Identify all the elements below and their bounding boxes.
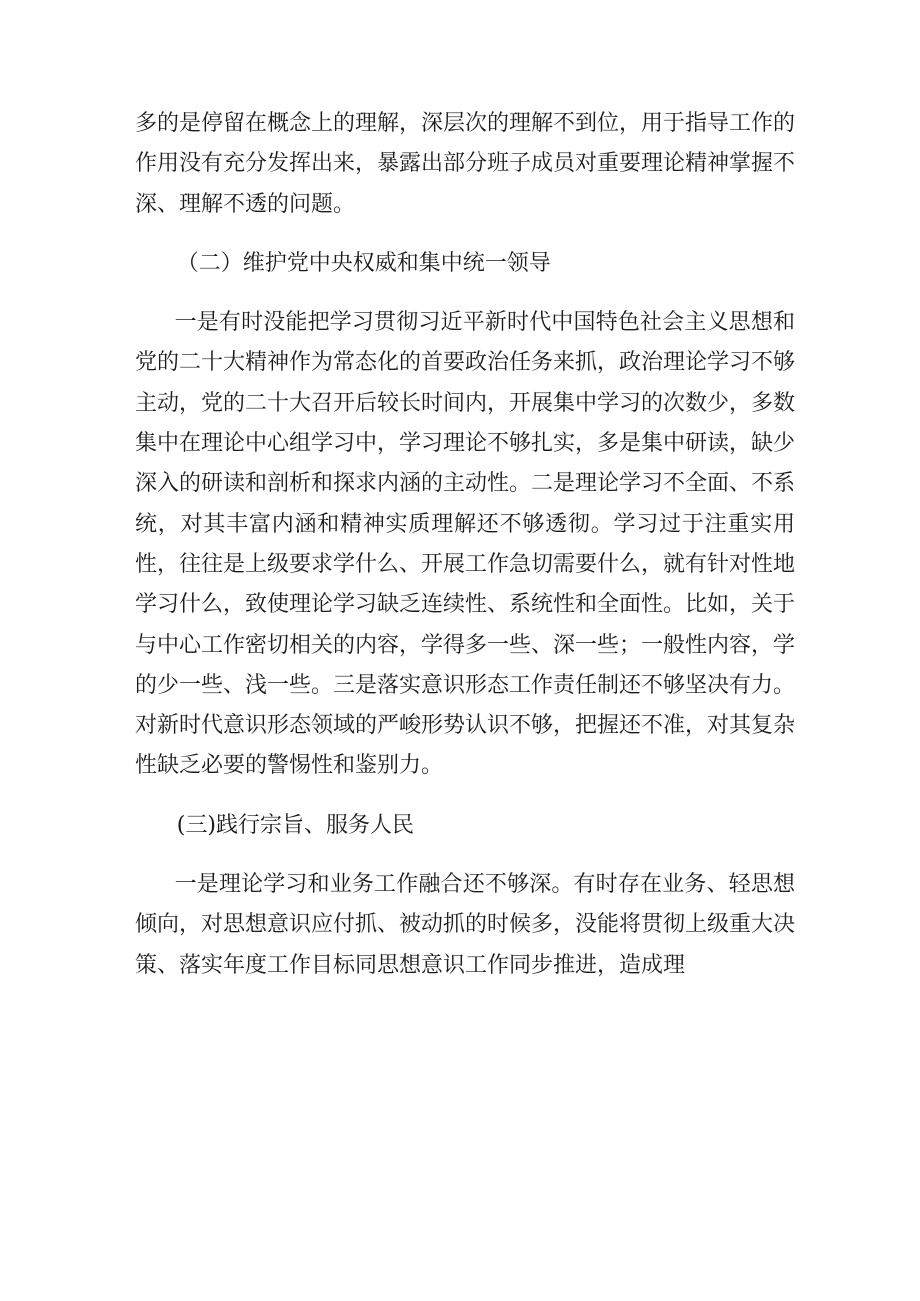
paragraph-gap [135,846,795,865]
paragraph-section-3: 一是理论学习和业务工作融合还不够深。有时存在业务、轻思想倾向，对思想意识应付抓、被动抓的时候多，没能将贯彻上级重大决策、落实年度工作目标同思想意识工作同步推进，造成理 [135,872,796,978]
paragraph-section-2: 一是有时没能把学习贯彻习近平新时代中国特色社会主义思想和党的二十大精神作为常态化的首要政治任务来抓，政治理论学习不够主动，党的二十大召开后较长时间内，开展集中学习的次数少，多数集中在理论中心组学习中，学习理论不够扎实，多是集中研读，缺少深入的研读和剖析和探求内涵的主动性。二是理论学习不全面、不系统，对其丰富内涵和精神实质理解还不够透彻。学习过于注重实用性，往往是上级要求学什么、开展工作急切需要什么，就有针对性地学习什么，致使理论学习缺乏连续性、系统性和全面性。比如，关于与中心工作密切相关的内容，学得多一些、深一些；一般性内容，学的少一些、浅一些。三是落实意识形态工作责任制还不够坚决有力。对新时代意识形态领域的严峻形势认识不够，把握还不准，对其复杂性缺乏必要的警惕性和鉴别力。 [135,310,796,779]
paragraph-gap [135,787,795,806]
section-heading-2: （二）维护党中央权威和集中统一领导 [176,250,551,276]
paragraph-gap [135,284,795,303]
document-body [135,104,795,986]
paragraph-gap [135,225,795,244]
section-heading-3: (三)践行宗旨、服务人民 [176,812,414,838]
paragraph-continuation: 多的是停留在概念上的理解，深层次的理解不到位，用于指导工作的作用没有充分发挥出来，暴露出部分班子成员对重要理论精神掌握不深、理解不透的问题。 [135,111,796,217]
